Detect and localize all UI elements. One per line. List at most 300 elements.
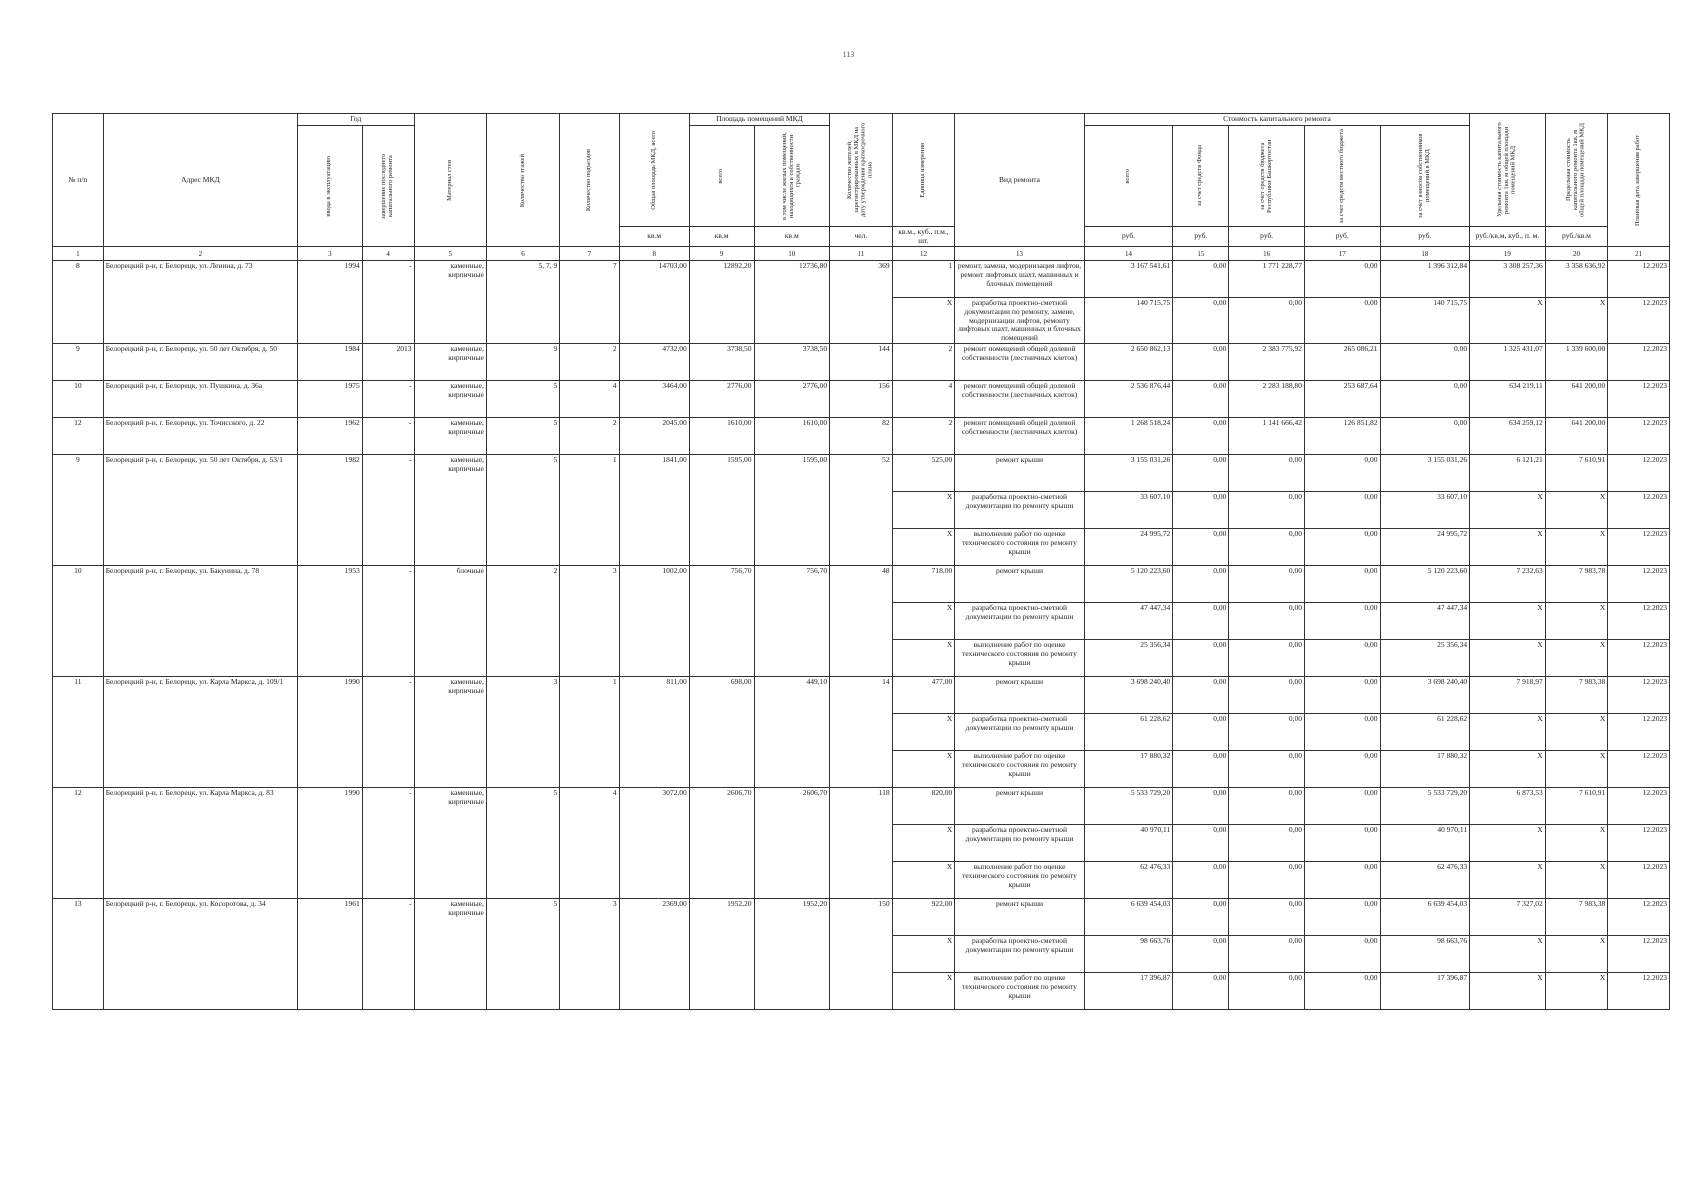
header-unit-cost: Удельная стоимость капитального ремонта 1кв. м общей площади помещений МКД [1470, 114, 1546, 227]
unit-fund: руб. [1173, 227, 1229, 247]
cell-owners: 1 396 312,84 [1380, 261, 1470, 298]
cell-max-cost: X [1545, 825, 1608, 862]
header-year-last-repair: завершение последнего капитального ремонта [362, 126, 414, 247]
cell-year-last-repair: - [362, 677, 414, 788]
cell-local: 0,00 [1304, 566, 1380, 603]
cell-year-last-repair: 2013 [362, 344, 414, 381]
cell-unit-cost: X [1470, 936, 1546, 973]
cell-owners: 17 396,87 [1380, 973, 1470, 1010]
cell-max-cost: 641 200,00 [1545, 381, 1608, 418]
cell-cost-total: 5 533 729,20 [1084, 788, 1173, 825]
cell-planned-date: 12.2023 [1608, 492, 1670, 529]
cell-local: 265 086,21 [1304, 344, 1380, 381]
cell-work-type: ремонт крыши [955, 455, 1085, 492]
header-fund: за счет средств Фонда [1173, 126, 1229, 227]
header-premises-group: Площадь помещений МКД [689, 114, 829, 126]
cell-year-built: 1953 [298, 566, 363, 677]
cell-premises-resid: 449,10 [754, 677, 830, 788]
cell-floors: 9 [486, 344, 559, 381]
cell-cost-total: 1 268 518,24 [1084, 418, 1173, 455]
cell-cost-total: 3 155 031,26 [1084, 455, 1173, 492]
cell-residents: 82 [830, 418, 893, 455]
cell-cost-total: 3 698 240,40 [1084, 677, 1173, 714]
col-number: 11 [830, 247, 893, 261]
cell-local: 0,00 [1304, 825, 1380, 862]
cell-republic: 0,00 [1229, 714, 1305, 751]
cell-no: 9 [53, 455, 104, 566]
cell-fund: 0,00 [1173, 825, 1229, 862]
cell-fund: 0,00 [1173, 936, 1229, 973]
cell-work-type: выполнение работ по оценке технического состояния по ремонту крыши [955, 529, 1085, 566]
cell-fund: 0,00 [1173, 603, 1229, 640]
cell-planned-date: 12.2023 [1608, 825, 1670, 862]
cell-work-type: разработка проектно-сметной документации по ремонту крыши [955, 492, 1085, 529]
cell-no: 9 [53, 344, 104, 381]
cell-floors: 5 [486, 788, 559, 899]
cell-no: 8 [53, 261, 104, 344]
header-year-built: ввода в эксплуатацию [298, 126, 363, 247]
cell-planned-date: 12.2023 [1608, 862, 1670, 899]
cell-residents: 52 [830, 455, 893, 566]
cell-cost-total: 61 228,62 [1084, 714, 1173, 751]
cell-republic: 1 141 666,42 [1229, 418, 1305, 455]
cell-year-built: 1962 [298, 418, 363, 455]
cell-premises-resid: 1610,00 [754, 418, 830, 455]
cell-walls: каменные, кирпичные [414, 261, 486, 344]
cell-local: 0,00 [1304, 298, 1380, 344]
cell-local: 0,00 [1304, 640, 1380, 677]
cell-fund: 0,00 [1173, 566, 1229, 603]
cell-premises-resid: 756,70 [754, 566, 830, 677]
cell-floors: 5 [486, 899, 559, 1010]
cell-planned-date: 12.2023 [1608, 714, 1670, 751]
cell-unit: 1 [892, 261, 955, 298]
cell-max-cost: 641 200,00 [1545, 418, 1608, 455]
cell-planned-date: 12.2023 [1608, 529, 1670, 566]
cell-year-last-repair: - [362, 418, 414, 455]
cell-address: Белорецкий р-н, г. Белорецк, ул. Карла Маркса, д. 109/1 [103, 677, 297, 788]
cell-unit-cost: 3 308 257,36 [1470, 261, 1546, 298]
cell-planned-date: 12.2023 [1608, 566, 1670, 603]
table-body [53, 261, 1670, 1010]
cell-cost-total: 47 447,34 [1084, 603, 1173, 640]
col-number: 1 [53, 247, 104, 261]
cell-cost-total: 5 120 223,60 [1084, 566, 1173, 603]
header-local: за счет средств местного бюджета [1304, 126, 1380, 227]
cell-year-last-repair: - [362, 899, 414, 1010]
col-number: 7 [560, 247, 619, 261]
cell-work-type: выполнение работ по оценке технического состояния по ремонту крыши [955, 862, 1085, 899]
cell-max-cost: X [1545, 714, 1608, 751]
cell-entrances: 3 [560, 566, 619, 677]
header-republic: за счет средств бюджета Республики Башкортостан [1229, 126, 1305, 227]
cell-cost-total: 140 715,75 [1084, 298, 1173, 344]
cell-max-cost: X [1545, 936, 1608, 973]
cell-fund: 0,00 [1173, 298, 1229, 344]
cell-year-built: 1975 [298, 381, 363, 418]
cell-walls: каменные, кирпичные [414, 455, 486, 566]
cell-unit: X [892, 936, 955, 973]
cell-address: Белорецкий р-н, г. Белорецк, ул. 50 лет Октября, д. 50 [103, 344, 297, 381]
header-owners: за счет взносов собственников помещений в МКД [1380, 126, 1470, 227]
cell-unit: 2 [892, 418, 955, 455]
cell-planned-date: 12.2023 [1608, 899, 1670, 936]
unit-local: руб. [1304, 227, 1380, 247]
cell-total-area: 14703,00 [619, 261, 689, 344]
cell-unit: 477,00 [892, 677, 955, 714]
cell-address: Белорецкий р-н, г. Белорецк, ул. 50 лет Октября, д. 53/1 [103, 455, 297, 566]
cell-republic: 0,00 [1229, 936, 1305, 973]
cell-owners: 140 715,75 [1380, 298, 1470, 344]
cell-republic: 2 383 775,92 [1229, 344, 1305, 381]
cell-year-built: 1982 [298, 455, 363, 566]
cell-total-area: 3464,00 [619, 381, 689, 418]
cell-unit: X [892, 298, 955, 344]
cell-planned-date: 12.2023 [1608, 973, 1670, 1010]
cell-year-built: 1961 [298, 899, 363, 1010]
cell-owners: 0,00 [1380, 344, 1470, 381]
cell-max-cost: X [1545, 603, 1608, 640]
col-number: 4 [362, 247, 414, 261]
table-row [53, 455, 1670, 492]
cell-local: 0,00 [1304, 973, 1380, 1010]
header-premises-resid: в том числе жилых помещений, находящихся в собственности граждан [754, 126, 830, 227]
header-cost-group: Стоимость капитального ремонта [1084, 114, 1469, 126]
cell-owners: 98 663,76 [1380, 936, 1470, 973]
cell-planned-date: 12.2023 [1608, 381, 1670, 418]
cell-year-last-repair: - [362, 381, 414, 418]
cell-republic: 0,00 [1229, 603, 1305, 640]
cell-owners: 3 698 240,40 [1380, 677, 1470, 714]
cell-cost-total: 98 663,76 [1084, 936, 1173, 973]
cell-floors: 5 [486, 418, 559, 455]
cell-fund: 0,00 [1173, 418, 1229, 455]
col-number: 14 [1084, 247, 1173, 261]
cell-republic: 0,00 [1229, 862, 1305, 899]
cell-local: 0,00 [1304, 677, 1380, 714]
cell-unit: X [892, 714, 955, 751]
cell-floors: 5, 7, 9 [486, 261, 559, 344]
cell-fund: 0,00 [1173, 261, 1229, 298]
cell-work-type: ремонт помещений общей долевой собственности (лестничных клеток) [955, 381, 1085, 418]
cell-work-type: разработка проектно-сметной документации по ремонту крыши [955, 936, 1085, 973]
col-number: 18 [1380, 247, 1470, 261]
cell-premises-resid: 2776,00 [754, 381, 830, 418]
cell-total-area: 3072,00 [619, 788, 689, 899]
cell-total-area: 2045,00 [619, 418, 689, 455]
cell-republic: 0,00 [1229, 973, 1305, 1010]
cell-unit: 2 [892, 344, 955, 381]
cell-walls: каменные, кирпичные [414, 677, 486, 788]
cell-fund: 0,00 [1173, 455, 1229, 492]
table-row [53, 418, 1670, 455]
cell-walls: каменные, кирпичные [414, 899, 486, 1010]
cell-republic: 0,00 [1229, 529, 1305, 566]
cell-unit: X [892, 825, 955, 862]
cell-max-cost: 7 983,78 [1545, 566, 1608, 603]
unit-resid: кв.м [754, 227, 830, 247]
cell-fund: 0,00 [1173, 640, 1229, 677]
cell-republic: 2 283 188,80 [1229, 381, 1305, 418]
cell-address: Белорецкий р-н, г. Белорецк, ул. Пушкина, д. 36а [103, 381, 297, 418]
unit-cost-total: руб. [1084, 227, 1173, 247]
cell-owners: 17 880,32 [1380, 751, 1470, 788]
cell-premises-total: 1595,00 [689, 455, 754, 566]
cell-fund: 0,00 [1173, 751, 1229, 788]
cell-planned-date: 12.2023 [1608, 603, 1670, 640]
cell-max-cost: 7 983,38 [1545, 677, 1608, 714]
unit-max-cost: руб./кв.м [1545, 227, 1608, 247]
cell-unit-cost: X [1470, 862, 1546, 899]
cell-cost-total: 40 970,11 [1084, 825, 1173, 862]
table-row [53, 788, 1670, 825]
cell-unit-cost: 7 918,97 [1470, 677, 1546, 714]
col-number: 15 [1173, 247, 1229, 261]
cell-cost-total: 24 995,72 [1084, 529, 1173, 566]
cell-unit: 4 [892, 381, 955, 418]
cell-unit-cost: 6 873,53 [1470, 788, 1546, 825]
cell-residents: 48 [830, 566, 893, 677]
page-number: 113 [842, 50, 855, 59]
cell-no: 10 [53, 381, 104, 418]
cell-republic: 0,00 [1229, 677, 1305, 714]
header-residents: Количество жителей, зарегистрированных в МКД на дату утверждения краткосрочного плана [830, 114, 893, 227]
col-number: 19 [1470, 247, 1546, 261]
cell-premises-resid: 3738,50 [754, 344, 830, 381]
cell-max-cost: 7 983,38 [1545, 899, 1608, 936]
cell-local: 0,00 [1304, 261, 1380, 298]
cell-premises-total: 3738,50 [689, 344, 754, 381]
cell-fund: 0,00 [1173, 788, 1229, 825]
cell-entrances: 4 [560, 788, 619, 899]
col-number: 10 [754, 247, 830, 261]
cell-work-type: выполнение работ по оценке технического состояния по ремонту крыши [955, 973, 1085, 1010]
cell-cost-total: 3 167 541,61 [1084, 261, 1173, 298]
cell-premises-total: 1610,00 [689, 418, 754, 455]
cell-owners: 33 607,10 [1380, 492, 1470, 529]
cell-cost-total: 17 396,87 [1084, 973, 1173, 1010]
cell-planned-date: 12.2023 [1608, 418, 1670, 455]
cell-owners: 24 995,72 [1380, 529, 1470, 566]
cell-fund: 0,00 [1173, 381, 1229, 418]
cell-planned-date: 12.2023 [1608, 298, 1670, 344]
cell-work-type: выполнение работ по оценке технического состояния по ремонту крыши [955, 640, 1085, 677]
cell-fund: 0,00 [1173, 344, 1229, 381]
cell-local: 0,00 [1304, 899, 1380, 936]
cell-owners: 6 639 454,03 [1380, 899, 1470, 936]
cell-year-last-repair: - [362, 455, 414, 566]
cell-work-type: ремонт помещений общей долевой собственности (лестничных клеток) [955, 418, 1085, 455]
cell-work-type: разработка проектно-сметной документации по ремонту, замене, модернизации лифтов, ремонту лифтовых шахт, машинных и блочных помещений [955, 298, 1085, 344]
cell-local: 0,00 [1304, 492, 1380, 529]
cell-walls: блочные [414, 566, 486, 677]
cell-address: Белорецкий р-н, г. Белорецк, ул. Точисского, д. 22 [103, 418, 297, 455]
cell-residents: 144 [830, 344, 893, 381]
cell-unit: X [892, 603, 955, 640]
cell-republic: 0,00 [1229, 640, 1305, 677]
cell-local: 0,00 [1304, 862, 1380, 899]
cell-unit-cost: X [1470, 751, 1546, 788]
cell-total-area: 2369,00 [619, 899, 689, 1010]
repair-plan-table [52, 113, 1670, 1010]
cell-premises-total: 756,70 [689, 566, 754, 677]
cell-local: 0,00 [1304, 603, 1380, 640]
cell-unit-cost: X [1470, 529, 1546, 566]
cell-total-area: 811,00 [619, 677, 689, 788]
cell-year-built: 1990 [298, 788, 363, 899]
cell-work-type: ремонт, замена, модернизация лифтов, ремонт лифтовых шахт, машинных и блочных помещений [955, 261, 1085, 298]
col-number: 8 [619, 247, 689, 261]
cell-unit-cost: X [1470, 714, 1546, 751]
cell-max-cost: 1 339 600,00 [1545, 344, 1608, 381]
col-number: 17 [1304, 247, 1380, 261]
cell-republic: 0,00 [1229, 298, 1305, 344]
cell-owners: 3 155 031,26 [1380, 455, 1470, 492]
cell-republic: 0,00 [1229, 825, 1305, 862]
cell-unit: X [892, 973, 955, 1010]
cell-planned-date: 12.2023 [1608, 640, 1670, 677]
col-number: 13 [955, 247, 1085, 261]
cell-planned-date: 12.2023 [1608, 788, 1670, 825]
cell-max-cost: X [1545, 529, 1608, 566]
header-work: Вид ремонта [955, 114, 1085, 247]
col-number: 16 [1229, 247, 1305, 261]
cell-fund: 0,00 [1173, 862, 1229, 899]
cell-local: 126 851,82 [1304, 418, 1380, 455]
cell-owners: 61 228,62 [1380, 714, 1470, 751]
cell-entrances: 7 [560, 261, 619, 344]
cell-max-cost: 3 358 636,92 [1545, 261, 1608, 298]
cell-unit-cost: X [1470, 640, 1546, 677]
cell-max-cost: X [1545, 298, 1608, 344]
cell-max-cost: X [1545, 640, 1608, 677]
cell-total-area: 1841,00 [619, 455, 689, 566]
cell-premises-resid: 12736,80 [754, 261, 830, 344]
col-number: 3 [298, 247, 363, 261]
cell-planned-date: 12.2023 [1608, 751, 1670, 788]
col-number: 2 [103, 247, 297, 261]
cell-unit-cost: X [1470, 973, 1546, 1010]
cell-cost-total: 25 356,34 [1084, 640, 1173, 677]
cell-owners: 40 970,11 [1380, 825, 1470, 862]
col-number: 6 [486, 247, 559, 261]
cell-republic: 0,00 [1229, 492, 1305, 529]
cell-unit: 922,00 [892, 899, 955, 936]
col-number: 12 [892, 247, 955, 261]
cell-no: 11 [53, 677, 104, 788]
col-number: 21 [1608, 247, 1670, 261]
cell-address: Белорецкий р-н, г. Белорецк, ул. Карла Маркса, д. 83 [103, 788, 297, 899]
cell-fund: 0,00 [1173, 677, 1229, 714]
cell-floors: 5 [486, 381, 559, 418]
cell-republic: 1 771 228,77 [1229, 261, 1305, 298]
unit-republic: руб. [1229, 227, 1305, 247]
cell-address: Белорецкий р-н, г. Белорецк, ул. Бакунина, д. 78 [103, 566, 297, 677]
cell-owners: 62 476,33 [1380, 862, 1470, 899]
table-row [53, 261, 1670, 298]
cell-cost-total: 2 650 862,13 [1084, 344, 1173, 381]
cell-republic: 0,00 [1229, 751, 1305, 788]
cell-unit: 525,00 [892, 455, 955, 492]
cell-fund: 0,00 [1173, 899, 1229, 936]
cell-entrances: 3 [560, 899, 619, 1010]
cell-unit-cost: 634 219,11 [1470, 381, 1546, 418]
table-row [53, 381, 1670, 418]
cell-max-cost: 7 610,91 [1545, 455, 1608, 492]
header-max-cost: Предельная стоимость капитального ремонта 1кв. м общей площади помещений МКД [1545, 114, 1608, 227]
cell-unit-cost: 7 327,02 [1470, 899, 1546, 936]
cell-unit-cost: X [1470, 492, 1546, 529]
cell-owners: 0,00 [1380, 381, 1470, 418]
cell-work-type: разработка проектно-сметной документации по ремонту крыши [955, 825, 1085, 862]
cell-republic: 0,00 [1229, 455, 1305, 492]
cell-residents: 156 [830, 381, 893, 418]
table-row [53, 566, 1670, 603]
cell-walls: каменные, кирпичные [414, 788, 486, 899]
unit-unit-cost: руб./кв.м, куб., п. м. [1470, 227, 1546, 247]
cell-owners: 25 356,34 [1380, 640, 1470, 677]
cell-year-built: 1994 [298, 261, 363, 344]
cell-local: 0,00 [1304, 788, 1380, 825]
cell-work-type: ремонт крыши [955, 899, 1085, 936]
col-number: 9 [689, 247, 754, 261]
cell-year-last-repair: - [362, 261, 414, 344]
cell-cost-total: 17 880,32 [1084, 751, 1173, 788]
cell-cost-total: 2 536 876,44 [1084, 381, 1173, 418]
col-number: 20 [1545, 247, 1608, 261]
cell-cost-total: 6 639 454,03 [1084, 899, 1173, 936]
cell-local: 0,00 [1304, 936, 1380, 973]
cell-entrances: 4 [560, 381, 619, 418]
table-header [53, 114, 1670, 261]
unit-people: чел. [830, 227, 893, 247]
cell-address: Белорецкий р-н, г. Белорецк, ул. Ленина, д. 73 [103, 261, 297, 344]
cell-unit-cost: 1 325 431,07 [1470, 344, 1546, 381]
cell-republic: 0,00 [1229, 788, 1305, 825]
cell-unit: 820,00 [892, 788, 955, 825]
cell-entrances: 1 [560, 455, 619, 566]
cell-planned-date: 12.2023 [1608, 344, 1670, 381]
cell-local: 0,00 [1304, 455, 1380, 492]
cell-residents: 14 [830, 677, 893, 788]
cell-work-type: ремонт крыши [955, 566, 1085, 603]
cell-residents: 150 [830, 899, 893, 1010]
header-total-area: Общая площадь МКД, всего [619, 114, 689, 227]
cell-unit: X [892, 640, 955, 677]
cell-work-type: разработка проектно-сметной документации по ремонту крыши [955, 603, 1085, 640]
header-floors: Количество этажей [486, 114, 559, 247]
cell-fund: 0,00 [1173, 973, 1229, 1010]
header-address: Адрес МКД [103, 114, 297, 247]
cell-max-cost: X [1545, 751, 1608, 788]
cell-local: 0,00 [1304, 529, 1380, 566]
header-premises-total: всего [689, 126, 754, 227]
cell-premises-resid: 1595,00 [754, 455, 830, 566]
cell-unit-cost: 634 259,12 [1470, 418, 1546, 455]
cell-republic: 0,00 [1229, 566, 1305, 603]
cell-year-last-repair: - [362, 566, 414, 677]
cell-premises-total: 12892,20 [689, 261, 754, 344]
cell-residents: 369 [830, 261, 893, 344]
header-walls: Материал стен [414, 114, 486, 247]
cell-unit-cost: 7 232,63 [1470, 566, 1546, 603]
cell-fund: 0,00 [1173, 529, 1229, 566]
header-year-group: Год [298, 114, 415, 126]
cell-unit-cost: 6 121,21 [1470, 455, 1546, 492]
cell-max-cost: X [1545, 973, 1608, 1010]
header-planned-date: Плановая дата завершения работ [1608, 114, 1670, 247]
cell-walls: каменные, кирпичные [414, 418, 486, 455]
